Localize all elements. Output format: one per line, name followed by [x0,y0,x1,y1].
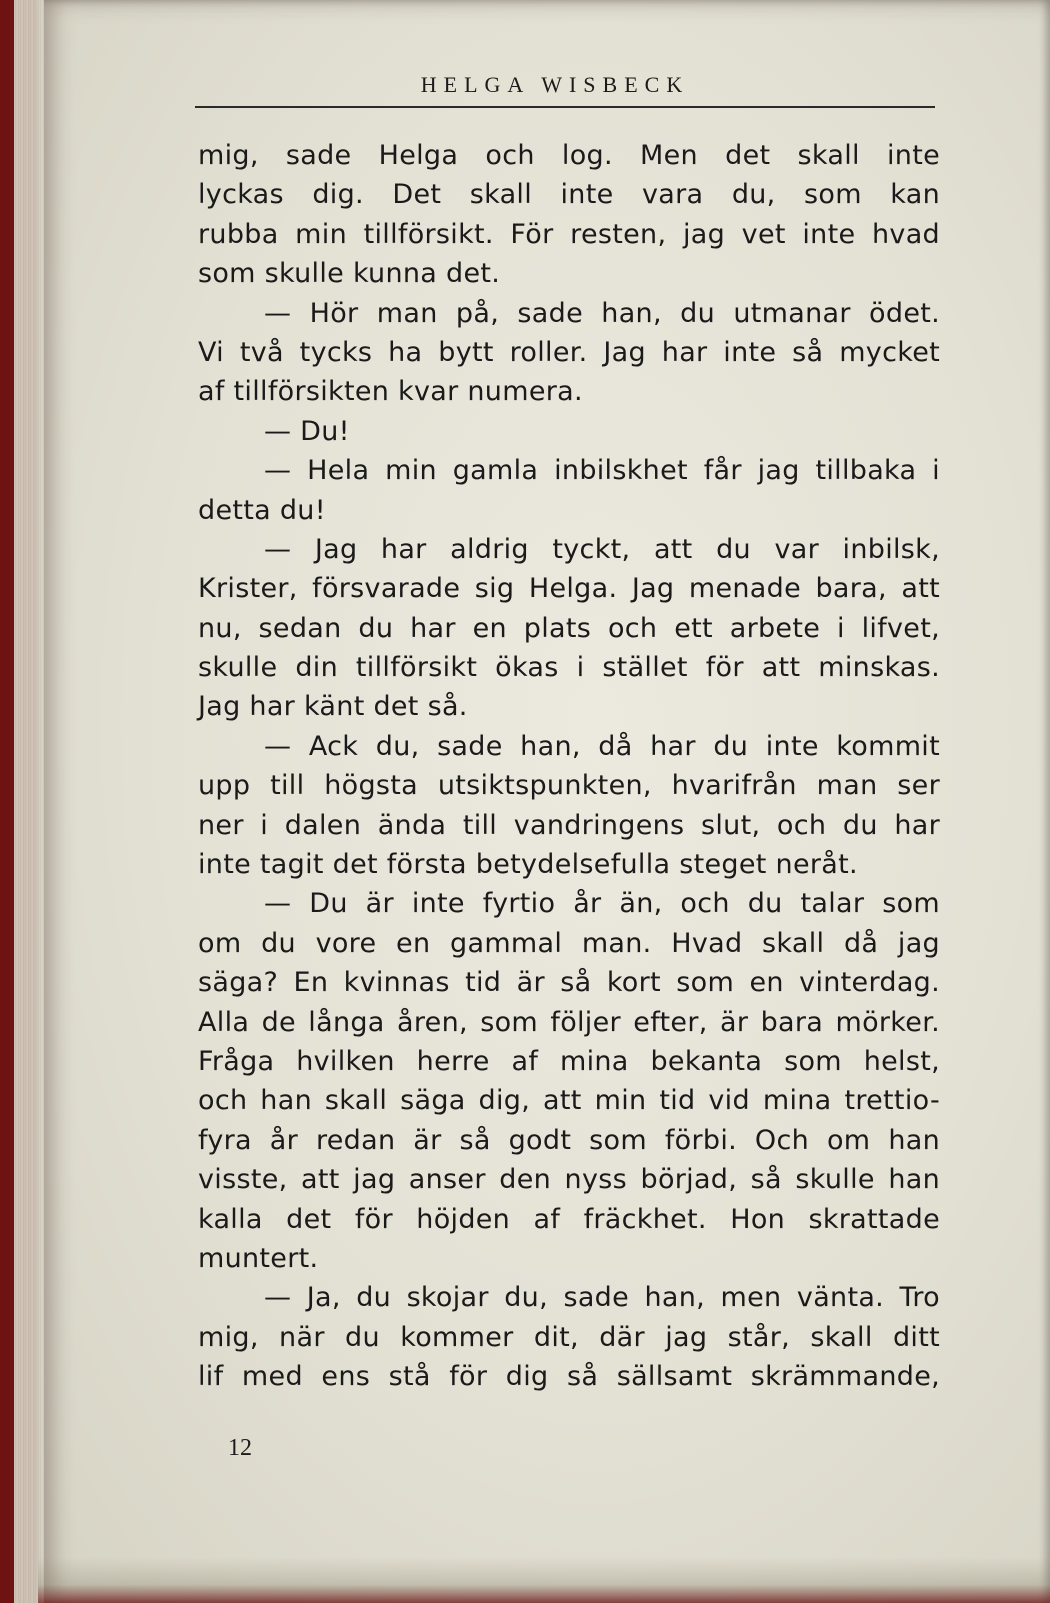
text-line: upp till högsta utsiktspunkten, hvarifrån man ser [198,770,940,802]
text-line: ner i dalen ända till vandringens slut, och du har [198,809,940,841]
text-line: Jag har känt det så. [198,691,468,723]
text-line: Alla de långa åren, som följer efter, är bara mörker. [198,1006,940,1038]
text-line: nu, sedan du har en plats och ett arbete i lifvet, [198,612,940,644]
text-line: detta du! [198,494,326,526]
page-bottom-edge [38,1557,1050,1603]
text-line: som skulle kunna det. [198,258,501,290]
body-text [198,136,940,1397]
text-line: rubba min tillförsikt. För resten, jag vet inte hvad [198,218,940,250]
text-line: visste, att jag anser den nyss börjad, så skulle han [198,1164,940,1196]
text-line: Krister, försvarade sig Helga. Jag menade bara, att [198,573,940,605]
header-rule [195,106,935,108]
text-line: lyckas dig. Det skall inte vara du, som kan [198,179,940,211]
text-line: säga? En kvinnas tid är så kort som en vinterdag. [198,967,940,999]
text-line: — Du är inte fyrtio år än, och du talar som [264,888,940,920]
text-line: om du vore en gammal man. Hvad skall då jag [198,927,940,959]
text-line: — Du! [264,415,350,447]
text-line: skulle din tillförsikt ökas i stället för att minskas. [198,652,940,684]
text-line: Fråga hvilken herre af mina bekanta som helst, [198,1045,940,1077]
text-line: — Ja, du skojar du, sade han, men vänta. Tro [264,1282,940,1314]
text-line: mig, när du kommer dit, där jag står, skall ditt [198,1321,940,1353]
text-line: — Hör man på, sade han, du utmanar ödet. [264,297,940,329]
running-head: HELGA WISBECK [420,72,690,97]
text-line: lif med ens stå för dig så sällsamt skrämmande, [198,1361,940,1393]
text-line: Vi två tycks ha bytt roller. Jag har inte så mycket [198,336,940,368]
text-line: fyra år redan är så godt som förbi. Och om han [198,1124,940,1156]
text-line: mig, sade Helga och log. Men det skall inte [198,140,940,171]
text-line: — Ack du, sade han, då har du inte kommit [264,730,940,762]
text-line: muntert. [198,1242,319,1274]
text-line: — Jag har aldrig tyckt, att du var inbilsk, [264,533,940,565]
text-line: kalla det för höjden af fräckhet. Hon skrattade [198,1203,940,1235]
text-line: af tillförsikten kvar numera. [198,376,583,408]
page-edges [14,0,44,1603]
page-number: 12 [228,1435,252,1461]
text-line: och han skall säga dig, att min tid vid mina trettio- [198,1085,940,1117]
text-line: inte tagit det första betydelsefulla steget neråt. [198,849,858,881]
text-line: — Hela min gamla inbilskhet får jag tillbaka i [264,455,940,487]
